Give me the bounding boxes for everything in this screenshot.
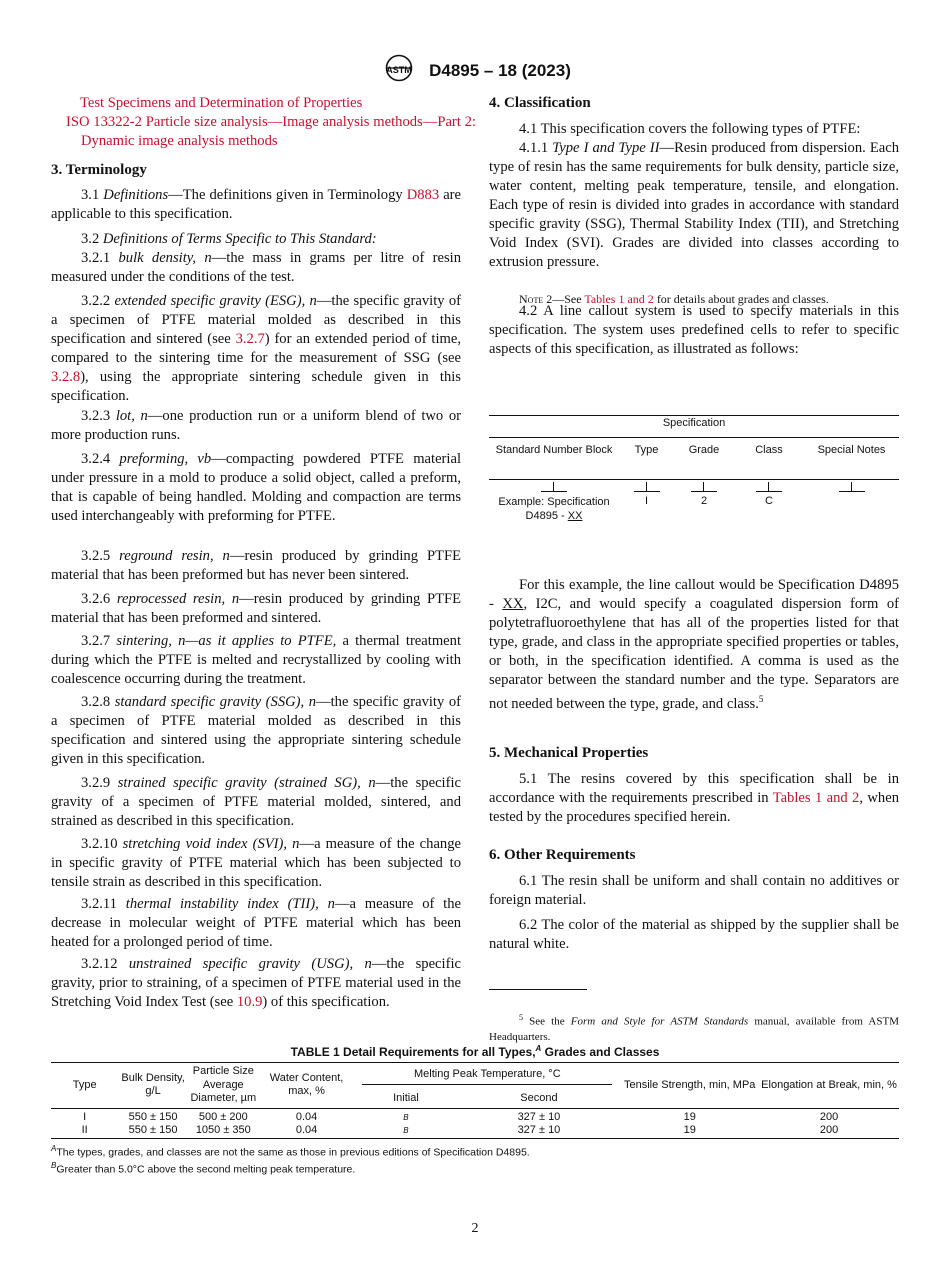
table-row xyxy=(51,1108,899,1124)
cell-bulk: 550 ± 150 xyxy=(118,1124,188,1138)
col-water-content: Water Content, max, % xyxy=(259,1063,355,1109)
iso-ref-title[interactable]: Particle size analysis—Image analysis methods—Part 2: Dynamic image analysis methods xyxy=(81,114,476,149)
cell-type: I xyxy=(83,1110,87,1123)
col-type: Type xyxy=(51,1063,118,1109)
cell-initial: B xyxy=(403,1112,409,1122)
callout-col-class: Class xyxy=(734,438,804,480)
para-3-2-10: 3.2.10 stretching void index (SVI), n—a measure of the change in specific gravity of PTFE material which has been subjected to tensile strain as described in this specification. xyxy=(51,836,462,890)
para-3-2-3: 3.2.3 lot, n—one production run or a uniform blend of two or more production runs. xyxy=(51,408,462,443)
col-second: Second xyxy=(458,1090,621,1108)
table-1 xyxy=(51,1044,899,1177)
callout-val-class: C xyxy=(765,495,773,507)
callout-col-grade: Grade xyxy=(674,438,734,480)
callout-tick-type xyxy=(634,482,660,492)
col-tensile: Tensile Strength, min, MPa xyxy=(620,1063,759,1109)
para-6-1: 6.1 The resin shall be uniform and shall contain no additives or foreign material. xyxy=(489,873,899,908)
note-2: Note 2—See Tables 1 and 2 for details about grades and classes. xyxy=(519,292,829,306)
cell-elong: 200 xyxy=(819,1110,839,1123)
table-1-footnote-b: $^B$Greater than 5.0°C above the second melting peak temperature. xyxy=(51,1161,356,1176)
section-4-heading: 4. Classification xyxy=(489,95,591,111)
para-3-2-6: 3.2.6 reprocessed resin, n—resin produced by grinding PTFE material that has been preformed and sintered. xyxy=(51,591,462,626)
callout-col-notes: Special Notes xyxy=(804,438,899,480)
cell-type: II xyxy=(51,1124,118,1138)
para-5-1: 5.1 The resins covered by this specification shall be in accordance with the requirements prescribed in Tables 1 and 2, when tested by the procedures specified herein. xyxy=(489,771,899,825)
cell-water: 0.04 xyxy=(259,1124,355,1138)
cell-second: 327 ± 10 xyxy=(458,1124,621,1138)
cell-particle: 1050 ± 350 xyxy=(188,1124,259,1138)
para-3-2-11: 3.2.11 thermal instability index (TII), n—a measure of the decrease in molecular weight of PTFE material which has been heated for a prolonged period of time. xyxy=(51,896,461,950)
col-particle-size: Particle Size Average Diameter, µm xyxy=(188,1063,259,1109)
para-4-2: 4.2 A line callout system is used to specify materials in this specification. The system uses predefined cells to refer to specific aspects of this specification, as illustrated as follows: xyxy=(489,303,899,357)
link-tables-1-2[interactable]: Tables 1 and 2 xyxy=(772,790,860,806)
para-3-2-4: 3.2.4 preforming, vb—compacting powdered PTFE material under pressure in a mold to produce a solid object, called a preform, that is capable of being handled. Molding and compaction are terms used interchangeably with preforming for PTFE. xyxy=(51,451,462,524)
callout-tick-standard xyxy=(541,482,567,492)
cell-tensile: 19 xyxy=(683,1110,696,1123)
astm-logo-text: ASTM xyxy=(386,65,412,75)
callout-val-grade: 2 xyxy=(700,495,708,507)
link-tables-1-2-note[interactable]: Tables 1 and 2 xyxy=(584,292,654,306)
col-initial: Initial xyxy=(354,1090,457,1108)
link-3-2-7[interactable]: 3.2.7 xyxy=(235,331,265,347)
para-3-2-5: 3.2.5 reground resin, n—resin produced by grinding PTFE material that has been preformed but has never been sintered. xyxy=(51,548,462,583)
line-callout-diagram xyxy=(489,415,899,523)
cell-tensile: 19 xyxy=(620,1124,759,1138)
cell-particle: 500 ± 200 xyxy=(198,1110,248,1123)
footnote-divider xyxy=(489,989,587,990)
col-melting-peak: Melting Peak Temperature, °C xyxy=(354,1063,620,1090)
section-3-heading: 3. Terminology xyxy=(51,162,147,178)
callout-col-standard: Standard Number Block xyxy=(489,438,619,480)
col-bulk-density: Bulk Density, g/L xyxy=(118,1063,188,1109)
cell-elong: 200 xyxy=(759,1124,899,1138)
callout-example: Example: Specification D4895 - XX xyxy=(498,496,610,522)
cell-water: 0.04 xyxy=(295,1110,318,1123)
footnote-5: $^5$ See the Form and Style for ASTM Standards manual, available from ASTM Headquarters. xyxy=(489,1013,899,1043)
section-5-heading: 5. Mechanical Properties xyxy=(489,745,649,761)
para-3-2-8: 3.2.8 standard specific gravity (SSG), n—the specific gravity of a specimen of PTFE material molded as described in this specification and sintered using the appropriate sintering schedule given in this specification. xyxy=(51,694,461,767)
para-3-2-12: 3.2.12 unstrained specific gravity (USG), n—the specific gravity, prior to straining, of a specimen of PTFE material used in the Stretching Void Index Test (see 10.9) of this specification. xyxy=(51,956,461,1010)
link-3-2-8[interactable]: 3.2.8 xyxy=(51,369,81,385)
col-elongation: Elongation at Break, min, % xyxy=(759,1063,899,1109)
para-3-2: 3.2 Definitions of Terms Specific to This Standard: xyxy=(81,231,377,247)
callout-tick-class xyxy=(756,482,782,492)
para-4-1-1: 4.1.1 Type I and Type II—Resin produced from dispersion. Each type of resin has the same requirements for bulk density, particle size, water content, melting peak temperature, tensile, and elongation. Each type of resin is divided into grades in accordance with standard specific gravity (SSG), Thermal Stability Index (TII), and Stretching Void Index (SVI). Grades are divided into classes according to extrusion pressure. xyxy=(489,140,900,270)
cell-bulk: 550 ± 150 xyxy=(128,1110,178,1123)
cell-initial: B xyxy=(354,1124,457,1138)
link-10-9[interactable]: 10.9 xyxy=(236,994,263,1010)
para-3-2-2: 3.2.2 extended specific gravity (ESG), n—the specific gravity of a specimen of PTFE material molded as described in this specification and sintered (see 3.2.7) for an extended period of time, compared to the sintering time for the measurement of SSG (see 3.2.8), using the appropriate sintering schedule given in this specification. xyxy=(51,293,461,404)
para-3-1: 3.1 Definitions—The definitions given in Terminology D883 are applicable to this specification. xyxy=(51,187,462,222)
para-3-2-9: 3.2.9 strained specific gravity (strained SG), n—the specific gravity of a specimen of PTFE material molded, sintered, and strained as described in this specification. xyxy=(51,775,461,829)
ref-test-specimens[interactable]: Test Specimens and Determination of Properties xyxy=(80,95,363,111)
link-d883[interactable]: D883 xyxy=(406,187,440,203)
para-3-2-1: 3.2.1 bulk density, n—the mass in grams per litre of resin measured under the conditions of the test. xyxy=(51,250,461,285)
table-row xyxy=(51,1124,899,1138)
callout-col-type: Type xyxy=(619,438,674,480)
astm-logo xyxy=(379,54,419,87)
table-1-caption: TABLE 1 Detail Requirements for all Types,$^A$ Grades and Classes xyxy=(290,1044,660,1059)
para-6-2: 6.2 The color of the material as shipped by the supplier shall be natural white. xyxy=(489,917,899,952)
iso-reference xyxy=(66,113,476,151)
para-4-1: 4.1 This specification covers the following types of PTFE: xyxy=(519,121,861,137)
standard-designation: D4895 – 18 (2023) xyxy=(429,60,571,80)
section-6-heading: 6. Other Requirements xyxy=(489,847,636,863)
page-number: 2 xyxy=(471,1221,479,1236)
iso-ref-link[interactable]: ISO 13322-2 xyxy=(66,114,142,130)
callout-spec-label: Specification xyxy=(489,416,899,438)
callout-val-type: I xyxy=(644,495,649,507)
page-header xyxy=(0,54,950,87)
cell-second: 327 ± 10 xyxy=(517,1110,561,1123)
para-example: For this example, the line callout would be Specification D4895 - XX, I2C, and would specify a coagulated dispersion form of polytetrafluoroethylene that has all of the properties listed for that type, grade, and class in the appropriate specified properties or tables, or both, in the specification identified. A comma is used as the separator between the standard number and the type. Separators are not needed between the type, grade, and class.$^5$ xyxy=(489,577,899,712)
callout-tick-notes xyxy=(839,482,865,492)
para-3-2-7: 3.2.7 sintering, n—as it applies to PTFE, a thermal treatment during which the PTFE is melted and recrystallized by cooling with coalescence occurring during the treatment. xyxy=(51,633,461,687)
callout-tick-grade xyxy=(691,482,717,492)
table-1-footnote-a: $^A$The types, grades, and classes are not the same as those in previous editions of Specification D4895. xyxy=(51,1143,530,1158)
